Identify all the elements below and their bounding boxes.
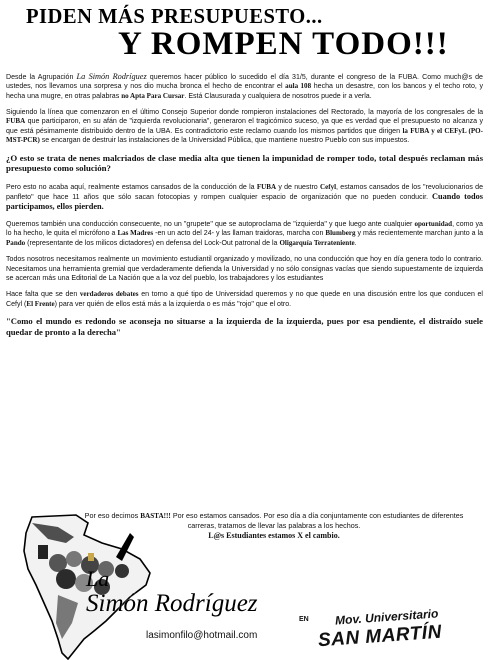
signature-en: EN — [299, 616, 309, 623]
text: Siguiendo la línea que comenzaron en el último Consejo Superior donde rompieron instalaciones del Rectorado, la mayoría de los congresales de la — [6, 109, 483, 117]
frente-highlight: El Frente — [26, 299, 55, 308]
paragraph-5: Todos nosotros necesitamos realmente un movimiento estudiantil organizado y movilizado, no una conducción que hoy en día genera todo lo contrario. Necesitamos una herramienta gremial que verdaderamente defienda la Universidad y no sólo consignas vacías que siendo supuestamente de izquierda se acercan más una Editorial de La Nación que a la voz del pueblo, los trabajadores y los estudiantes — [6, 256, 483, 282]
text: Hace falta que se den — [6, 291, 80, 299]
fuba-highlight: FUBA — [256, 182, 277, 191]
text: , como ya lo ha hecho, le quita el micrófono a — [6, 221, 483, 238]
text: ) para ver quién de ellos está más a la izquierda o es más "rojo" que el otro. — [54, 300, 292, 308]
text: queremos hacer público lo sucedido el día 31/5, durante el congreso de la FUBA. Como much@s de ustedes, nos llevamos una sorpresa y nos dio mucha bronca el hecho de encontrar el — [6, 74, 483, 91]
paragraph-4 — [6, 220, 483, 248]
debates-highlight: verdaderos debates — [79, 290, 139, 299]
text: . — [354, 239, 357, 247]
movement-name: SAN MARTÍN — [317, 621, 443, 652]
question-paragraph: ¿O esto se trata de nenes malcriados de clase media alta que tienen la impunidad de romper todo, total después reclaman más presupuesto como solución? — [6, 152, 483, 174]
text: y más recientemente marchan junto a la — [355, 230, 483, 238]
madres-highlight: Las Madres — [117, 229, 154, 238]
contact-email: lasimonfilo@hotmail.com — [146, 630, 258, 641]
blumberg-highlight: Blumberg — [325, 229, 356, 238]
pando-highlight: Pando — [6, 238, 26, 247]
paragraph-3 — [6, 183, 483, 213]
aula-highlight: aula 108 — [285, 82, 312, 91]
headline-line-2: Y ROMPEN TODO!!! — [118, 26, 449, 62]
paragraph-2 — [6, 108, 483, 145]
headline-line-1: PIDEN MÁS PRESUPUESTO... — [26, 4, 323, 28]
text: -en un acto del 24- y las llaman traidoras, marcha con — [153, 230, 326, 238]
movement-label: Mov. Universitario — [334, 606, 439, 628]
parties-highlight: la FUBA y el CEFyL (PO-MST-PCR) — [6, 126, 483, 145]
text: , estamos cansados de los "revolucionarios de panfleto" que hace 11 años que sólo sacan fotocopias y rompen cualquier espacio de organización que no pueden conducir. — [6, 183, 483, 202]
article-body — [6, 72, 483, 345]
text: y de nuestro — [276, 183, 320, 191]
signature-name: Simón Rodríguez — [86, 590, 258, 617]
cta-slogan: L@s Estudiantes estamos X el cambio. — [208, 530, 340, 540]
basta-highlight: BASTA!!! — [140, 512, 171, 520]
text: . Está Clausurada y cualquiera de nosotros puede ir a verla. — [184, 92, 372, 100]
signature-la: La — [86, 566, 110, 591]
oligarquia-highlight: Oligarquía Terrateniente — [279, 238, 355, 247]
text: se encargan de destruir las instalaciones de la Universidad Pública, que mantiene nuestro Pueblo con sus impuestos. — [39, 137, 410, 145]
text: (representante de los milicos dictadores) en defensa del Lock-Out patronal de la — [25, 239, 280, 247]
text: hecha un desastre, con los bancos y el techo roto, y hecha una mugre, en otras palabras — [6, 83, 483, 100]
text: en torno a qué tipo de Universidad queremos y no que quede en una discusión entre los que conducen el Cefyl ( — [6, 291, 483, 308]
text: Pero esto no acaba aquí, realmente estamos cansados de la conducción de la — [6, 183, 257, 191]
participation-highlight: Cuando todos participamos, ellos pierden. — [6, 192, 483, 212]
text: Por eso estamos cansados. Por eso día a día conjuntamente con estudiantes de diferentes carreras, tratamos de llevar las palabras a los hechos. — [170, 511, 464, 531]
closing-quote: "Como el mundo es redondo se aconseja no situarse a la izquierda de la izquierda, pues por esa pendiente, el distraído suele quedar de pronto a la derecha" — [6, 316, 483, 338]
text: Desde la Agrupación — [6, 74, 77, 81]
fuba-highlight: FUBA — [6, 117, 26, 126]
paragraph-1 — [6, 72, 483, 101]
text: Por eso decimos — [84, 511, 141, 520]
cefyl-highlight: Cefyl — [320, 182, 337, 191]
paragraph-6 — [6, 290, 483, 309]
oportunidad-highlight: oportunidad — [414, 220, 453, 229]
apta-highlight: no Apta Para Cursar — [121, 91, 185, 100]
text: que participaron, en su afán de "izquierda revolucionaria", generaron el tragicómico suceso, ya que es verdad que el presupuesto no alcanza y que está pésimamente distribuido dentro de la UBA. Es contradictorio este reclamo cuando los mismos partidos que dirigen — [6, 118, 483, 135]
org-name: La Simón Rodríguez — [76, 72, 147, 81]
text: Queremos también una conducción consecuente, no un "grupete" que se autoproclama de "izquierda" y que luego ante cualquier — [6, 221, 415, 229]
